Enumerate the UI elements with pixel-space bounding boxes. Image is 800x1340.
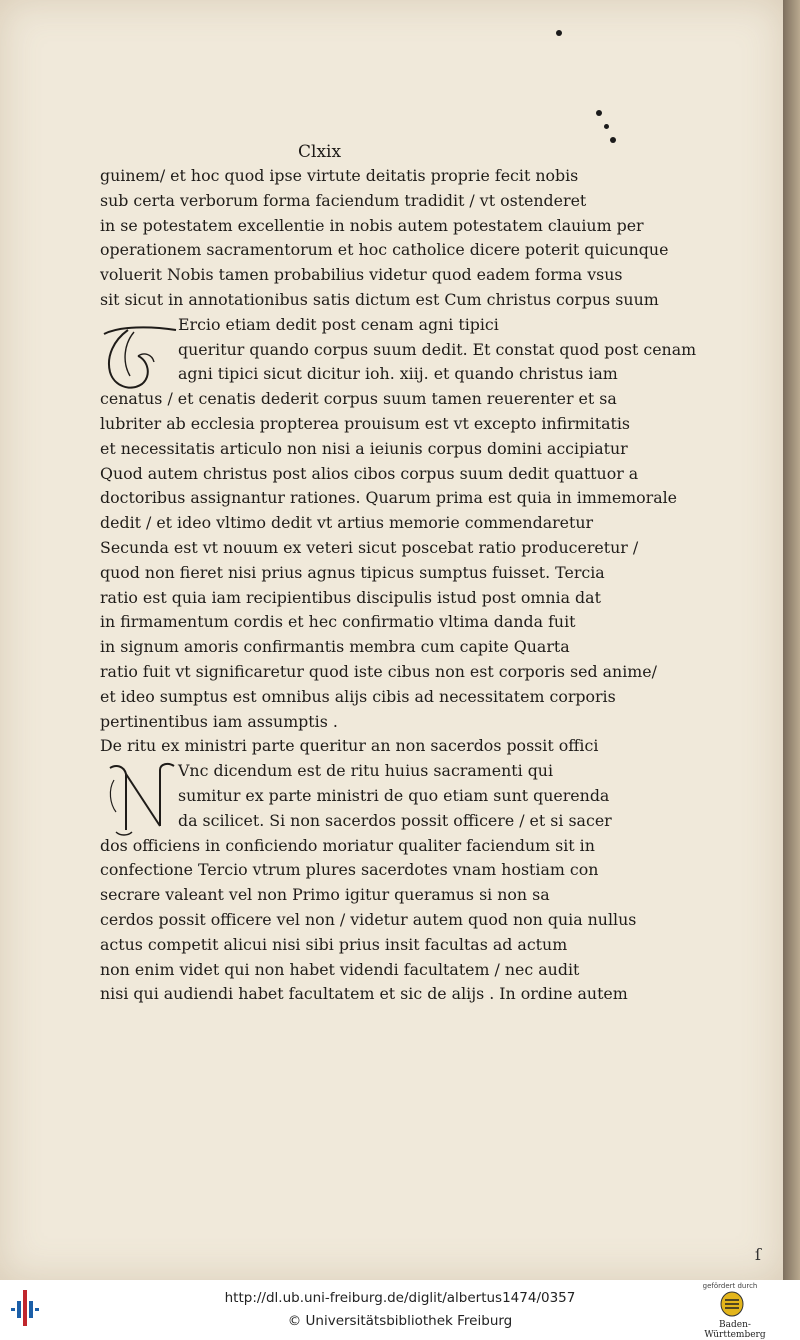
text-line: Secunda est vt nouum ex veteri sicut poscebat ratio produceretur / [100, 537, 639, 557]
margin-mark: ſ [755, 1245, 761, 1264]
text-line: sub certa verborum forma faciendum tradidit / vt ostenderet [100, 190, 587, 210]
text-line: in signum amoris confirmantis membra cum capite Quarta [100, 637, 570, 657]
ink-speck [596, 110, 602, 116]
text-line: cerdos possit officere vel non / videtur autem quod non quia nullus [100, 909, 637, 929]
ink-speck [604, 124, 609, 129]
ink-speck [556, 30, 562, 36]
text-line: sit sicut in annotationibus satis dictum est Cum christus corpus suum [100, 289, 659, 309]
text-line: actus competit alicui nisi sibi prius insit facultas ad actum [100, 934, 568, 954]
text-line: lubriter ab ecclesia propterea prouisum est vt excepto infirmitatis [100, 413, 630, 433]
funding-label: gefördert durch [702, 1282, 758, 1290]
funding-organization: Baden-Württemberg [704, 1320, 766, 1340]
text-line: De ritu ex ministri parte queritur an non sacerdos possit offici [100, 736, 599, 756]
text-line: dedit / et ideo vltimo dedit vt artius memorie commendaretur [100, 513, 594, 533]
text-line: confectione Tercio vtrum plures sacerdotes vnam hostiam con [100, 860, 599, 880]
text-line: da scilicet. Si non sacerdos possit officere / et si sacer [178, 810, 612, 830]
text-line: in firmamentum cordis et hec confirmatio vltima danda fuit [100, 612, 576, 632]
text-line: Ercio etiam dedit post cenam agni tipici [178, 314, 499, 334]
viewer-footer [0, 1280, 800, 1340]
text-line: Vnc dicendum est de ritu huius sacramenti qui [178, 761, 554, 781]
text-line: ratio fuit vt significaretur quod iste cibus non est corporis sed anime/ [100, 661, 657, 681]
text-line: guinem/ et hoc quod ipse virtute deitatis proprie fecit nobis [100, 166, 579, 185]
text-line: dos officiens in conficiendo moriatur qualiter faciendum sit in [100, 835, 595, 855]
text-line: in se potestatem excellentie in nobis autem potestatem clauium per [100, 215, 644, 235]
page-text [100, 164, 697, 1007]
copyright-notice: © Universitätsbibliothek Freiburg [287, 1313, 513, 1329]
text-line: ratio est quia iam recipientibus discipulis istud post omnia dat [100, 587, 601, 607]
text-line: operationem sacramentorum et hoc catholice dicere poterit quicunque [100, 240, 669, 260]
document-url[interactable]: http://dl.ub.uni-freiburg.de/diglit/albertus1474/0357 [224, 1290, 576, 1306]
text-line: nisi qui audiendi habet facultatem et sic de alijs . In ordine autem [100, 984, 628, 1004]
text-line: voluerit Nobis tamen probabilius videtur quod eadem forma vsus [100, 265, 623, 285]
page-edge-shadow [783, 0, 800, 1280]
text-line: non enim videt qui non habet videndi facultatem / nec audit [100, 959, 580, 979]
text-line: doctoribus assignantur rationes. Quarum prima est quia in immemorale [100, 488, 678, 508]
state-coat-of-arms-icon [720, 1291, 744, 1317]
text-line: et ideo sumptus est omnibus alijs cibis ad necessitatem corporis [100, 686, 616, 706]
text-line: Quod autem christus post alios cibos corpus suum dedit quattuor a [100, 463, 639, 483]
text-line: queritur quando corpus suum dedit. Et constat quod post cenam [178, 339, 697, 359]
ink-speck [610, 137, 616, 143]
text-line: et necessitatis articulo non nisi a ieiunis corpus domini accipiatur [100, 438, 628, 458]
folio-number: Clxix [298, 142, 342, 162]
text-line: quod non fieret nisi prius agnus tipicus sumptus fuisset. Tercia [100, 562, 605, 582]
text-line: secrare valeant vel non Primo igitur queramus si non sa [100, 885, 550, 905]
text-line: sumitur ex parte ministri de quo etiam sunt querenda [178, 785, 610, 805]
text-line: cenatus / et cenatis dederit corpus suum tamen reuerenter et sa [100, 389, 617, 409]
text-line: agni tipici sicut dicitur ioh. xiij. et quando christus iam [178, 364, 618, 384]
text-line: pertinentibus iam assumptis . [100, 711, 338, 731]
